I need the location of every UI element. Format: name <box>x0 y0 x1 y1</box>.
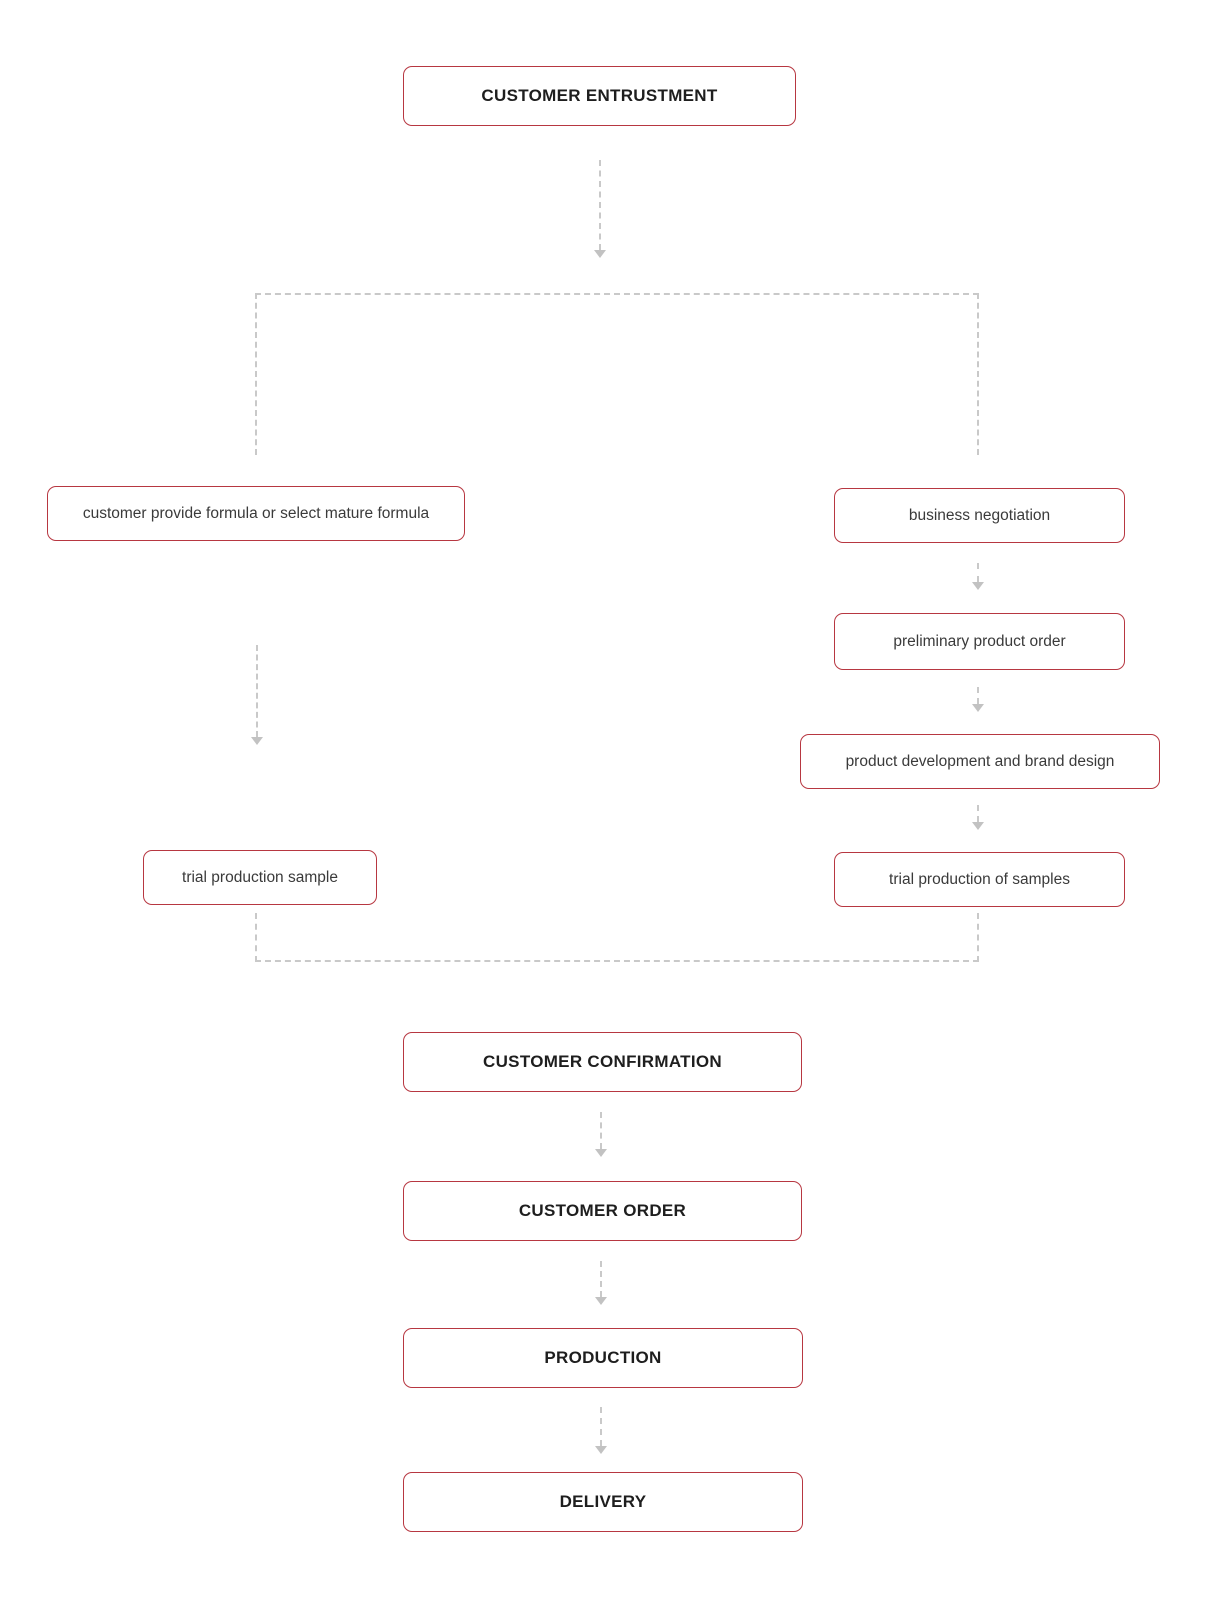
node-business-negotiation <box>834 488 1125 543</box>
node-label: business negotiation <box>908 506 1051 524</box>
node-customer-provide-formula <box>47 486 465 541</box>
node-customer-confirmation <box>403 1032 802 1092</box>
arrowhead-down-icon <box>972 822 984 830</box>
connector-production-to-delivery <box>600 1407 602 1446</box>
node-label: preliminary product order <box>893 632 1066 650</box>
node-trial-production-of-samples <box>834 852 1125 907</box>
arrowhead-down-icon <box>972 704 984 712</box>
node-label: product development and brand design <box>845 752 1115 770</box>
connector-development-to-trial-samples <box>977 805 979 822</box>
connector-formula-to-trial-sample <box>256 645 258 737</box>
arrowhead-down-icon <box>595 1149 607 1157</box>
arrowhead-down-icon <box>594 250 606 258</box>
node-trial-production-sample <box>143 850 377 905</box>
node-label: CUSTOMER ORDER <box>518 1201 687 1220</box>
node-customer-order <box>403 1181 802 1241</box>
node-preliminary-product-order <box>834 613 1125 670</box>
connector-preliminary-to-development <box>977 687 979 704</box>
connector-split-bracket <box>255 293 979 455</box>
connector-merge-bracket <box>255 913 979 962</box>
connector-entrustment-to-split <box>599 160 601 250</box>
node-product-development <box>800 734 1160 789</box>
node-label: DELIVERY <box>559 1492 647 1511</box>
node-customer-entrustment <box>403 66 796 126</box>
node-label: CUSTOMER CONFIRMATION <box>483 1052 722 1071</box>
arrowhead-down-icon <box>972 582 984 590</box>
connector-confirmation-to-order <box>600 1112 602 1149</box>
node-label: PRODUCTION <box>544 1348 662 1367</box>
node-delivery <box>403 1472 803 1532</box>
arrowhead-down-icon <box>251 737 263 745</box>
connector-negotiation-to-preliminary <box>977 563 979 582</box>
node-production <box>403 1328 803 1388</box>
connector-order-to-production <box>600 1261 602 1297</box>
node-label: CUSTOMER ENTRUSTMENT <box>481 86 718 105</box>
node-label: customer provide formula or select mature formula <box>82 504 430 522</box>
node-label: trial production of samples <box>889 870 1070 888</box>
node-label: trial production sample <box>182 868 338 886</box>
arrowhead-down-icon <box>595 1297 607 1305</box>
arrowhead-down-icon <box>595 1446 607 1454</box>
